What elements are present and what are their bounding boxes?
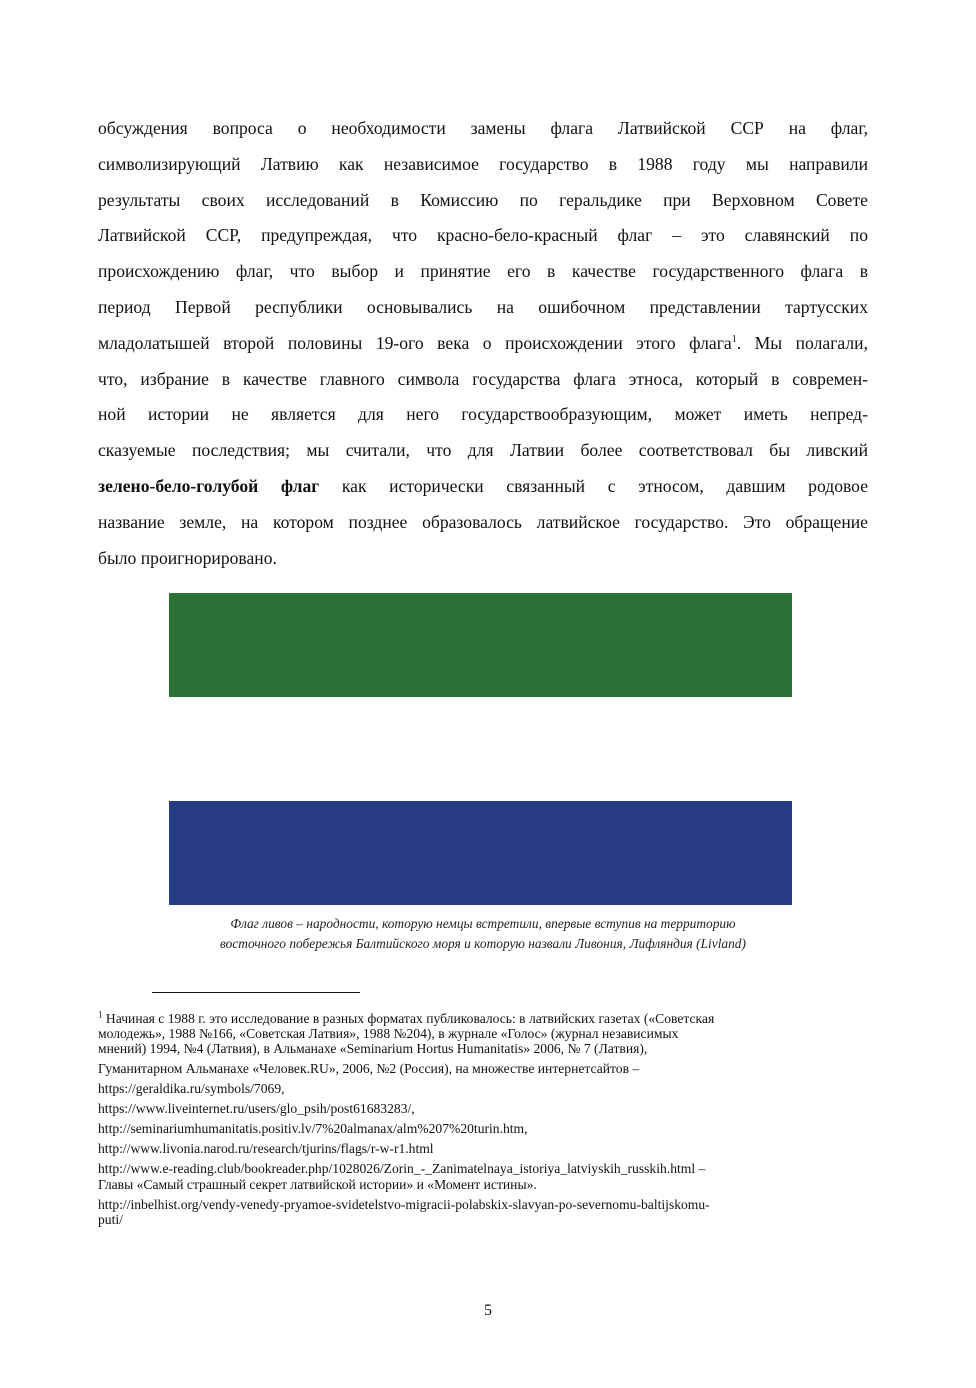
text-segment: . Мы полагали, (736, 332, 868, 353)
text-line: название земле, на котором позднее образовалось латвийское государство. Это обращение (98, 511, 868, 532)
footnote-separator (152, 992, 360, 993)
text-line (98, 326, 868, 362)
footnote-marker: 1 (98, 1009, 103, 1020)
text-line: обсуждения вопроса о необходимости замены флага Латвийской ССР на флаг, (98, 118, 868, 138)
text-line: Латвийской ССР, предупреждая, что красно-бело-красный флаг – это славянский по (98, 225, 868, 246)
flag-stripe-green (169, 593, 792, 697)
footnote-paragraph (98, 1011, 868, 1057)
footnote-line: мнений) 1994, №4 (Латвия), в Альманахе «Seminarium Hortus Humanitatis» 2006, № 7 (Латвия), (98, 1041, 648, 1057)
text-line: ной истории не является для него государствообразующим, может иметь непред- (98, 404, 868, 425)
bold-phrase: зелено-бело-голубой флаг (98, 475, 320, 496)
text-line: символизирующий Латвию как независимое государство в 1988 году мы направили (98, 153, 868, 174)
text-line: результаты своих исследований в Комиссию по геральдике при Верховном Совете (98, 189, 868, 210)
figure-caption (98, 914, 868, 953)
flag-stripe-white (169, 697, 792, 801)
footnote-paragraph: Гуманитарном Альманахе «Человек.RU», 2006, №2 (Россия), на множестве интернетсайтов – (98, 1061, 640, 1077)
flag-stripe-blue (169, 801, 792, 905)
text-segment: как исторически связанный с этносом, давшим родовое (319, 475, 869, 496)
caption-line: Флаг ливов – народности, которую немцы встретили, впервые вступив на территорию (230, 916, 736, 931)
text-segment: младолатышей второй половины 19-ого века о происхождении этого флага (98, 332, 732, 353)
livonian-flag-image (169, 593, 792, 905)
text-line: что, избрание в качестве главного символа государства флага этноса, который в современ- (98, 368, 868, 389)
page-number: 5 (484, 1302, 492, 1319)
footnote-link[interactable]: http://seminariumhumanitatis.positiv.lv/7%20almanax/alm%207%20turin.htm, (98, 1121, 528, 1137)
footnote-line: молодежь», 1988 №166, «Советская Латвия», 1988 №204), в журнале «Голос» (журнал независимых (98, 1026, 679, 1042)
footnote-line (98, 1011, 868, 1026)
caption-line: восточного побережья Балтийского моря и которую назвали Ливония, Лифляндия (Livland) (220, 935, 746, 951)
text-line: было проигнорировано. (98, 547, 277, 568)
footnote-link[interactable]: http://www.livonia.narod.ru/research/tjurins/flags/r-w-r1.html (98, 1141, 434, 1157)
text-line (98, 469, 868, 505)
text-line: сказуемые последствия; мы считали, что для Латвии более соответствовал бы ливский (98, 440, 868, 461)
text-segment: Начиная с 1988 г. это исследование в разных форматах публиковалось: в латвийских газетах («Советская (102, 1011, 715, 1026)
footnote-link[interactable]: http://inbelhist.org/vendy-venedy-pryamoe-svidetelstvo-migracii-polabskix-slavyan-po-severnomu-baltijskomu- (98, 1196, 710, 1212)
footnote-link[interactable]: https://geraldika.ru/symbols/7069, (98, 1081, 285, 1097)
text-line: период Первой республики основывались на ошибочном представлении тартусских (98, 296, 868, 317)
footnote-link[interactable]: puti/ (98, 1211, 123, 1227)
body-paragraph (98, 111, 868, 576)
footnote-paragraph (98, 1197, 868, 1227)
footnote-link[interactable]: https://www.liveinternet.ru/users/glo_psih/post61683283/, (98, 1101, 415, 1117)
text-line: происхождению флаг, что выбор и принятие его в качестве государственного флага в (98, 261, 868, 282)
footnote-link[interactable]: http://www.e-reading.club/bookreader.php/1028026/Zorin_-_Zanimatelnaya_istoriya_latviyskih_russkih.html – (98, 1161, 706, 1177)
footnote-line: Главы «Самый страшный секрет латвийской истории» и «Момент истины». (98, 1176, 537, 1192)
footnote-reference[interactable]: 1 (731, 333, 737, 345)
footnote (98, 1011, 868, 1232)
footnote-paragraph (98, 1161, 868, 1191)
